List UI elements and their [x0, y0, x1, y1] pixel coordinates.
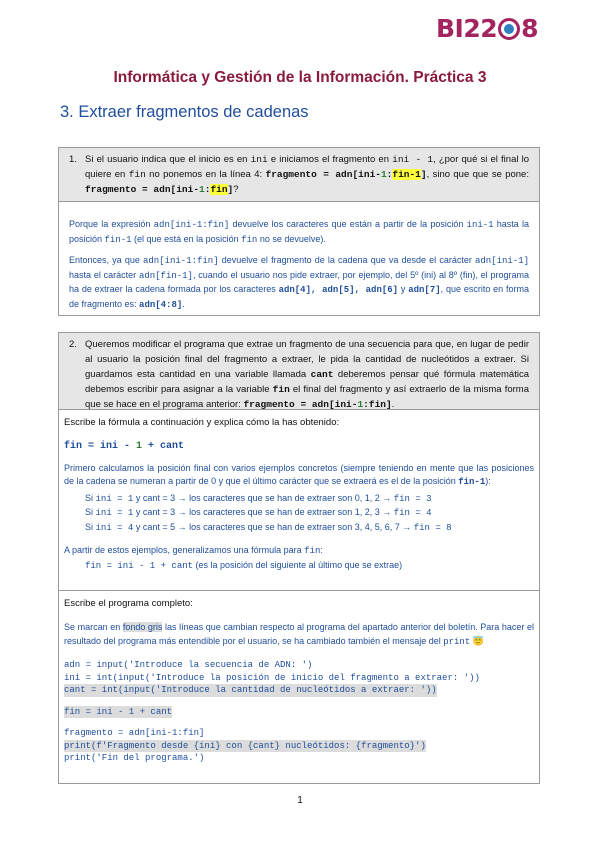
example-line: Si ini = 1 y cant = 3 → los caracteres que se han de extraer son 1, 2, 3 → fin = 4	[85, 507, 432, 518]
bi2208-logo	[436, 14, 538, 43]
question-number: 2.	[69, 339, 77, 350]
code-line: print('Fin del programa.')	[64, 753, 205, 763]
question-1-box	[58, 147, 540, 202]
formula-explanation: Primero calculamos la posición final con varios ejemplos concretos (siempre teniendo en mente que las posiciones de la cadena se numeran a partir de 0 y que el último carácter que se extraerá es el de la posición fin-1): Si ini = 1 y cant = 3 → los caracteres que se han de extraer son 0, 1, 2 → fin = 3 Si ini = 1 y cant = 3 → los caracteres que se han de extraer son 1, 2, 3 → fin = 4 Si ini = 4 y cant = 5 → los caracteres que se han de extraer son 3, 4, 5, 6, 7 → fin = 8 A partir de estos ejemplos, generalizamos una fórmula para fin: fin = ini - 1 + cant (es la posición del siguiente al último que se extrae)	[64, 462, 534, 574]
question-number: 1.	[69, 154, 77, 165]
logo-circle-icon	[498, 18, 520, 40]
code-line-changed: fin = ini - 1 + cant	[64, 706, 173, 717]
code-line: ini = int(input('Introduce la posición de inicio del fragmento a extraer: '))	[64, 672, 480, 683]
code-line: fragmento = adn[ini-1:fin]	[64, 728, 205, 738]
code-block	[64, 659, 534, 765]
example-line: Si ini = 1 y cant = 3 → los caracteres que se han de extraer son 0, 1, 2 → fin = 3	[85, 492, 432, 504]
document-title: Informática y Gestión de la Información. Práctica 3	[113, 69, 487, 86]
question-1-text: 1. Si el usuario indica que el inicio es en ini e iniciamos el fragmento en ini - 1, ¿por qué si el final lo quiere en fin no ponemos en la línea 4: fragmento = adn[ini-1:fin-1], sino que que se pone: fragmento = adn[ini-1:fin]?	[69, 154, 529, 195]
formula-box	[58, 409, 540, 591]
code-line-changed: cant = int(input('Introduce la cantidad de nucleótidos a extraer: '))	[64, 685, 437, 695]
logo-text-end: 8	[521, 14, 539, 43]
program-note: Se marcan en fondo gris las líneas que cambian respecto al programa del apartado anterior del boletín. Para hacer el resultado del programa más entendible por el usuario, se ha cambiado también el mensaje del print 😇	[64, 622, 535, 647]
angel-emoji-icon: 😇	[472, 635, 484, 646]
section-heading: 3. Extraer fragmentos de cadenas	[60, 103, 309, 121]
example-line: Si ini = 4 y cant = 5 → los caracteres que se han de extraer son 3, 4, 5, 6, 7 → fin = 8	[85, 521, 452, 533]
code-line-changed: print(f'Fragmento desde {ini} con {cant} nucleótidos: {fragmento}')	[64, 740, 426, 751]
question-2-text: 2. Queremos modificar el programa que extrae un fragmento de una secuencia para que, en lugar de pedir al usuario la posición final del fragmento a extraer, le pida la cantidad de nucleótidos a extraer. Si guardamos esta cantidad en una variable llamada cant deberemos pensar qué fórmula matemática debemos escribir para asignar a la variable fin el final del fragmento y así extraerlo de la misma forma que se hace en el programa anterior: fragmento = adn[ini-1:fin].	[69, 339, 529, 410]
page-number: 1	[297, 795, 303, 806]
code-line: adn = input('Introduce la secuencia de ADN: ')	[64, 660, 313, 670]
formula-prompt: Escribe la fórmula a continuación y explica cómo la has obtenido:	[64, 417, 340, 428]
answer-1-text: Porque la expresión adn[ini-1:fin] devuelve los caracteres que están a partir de la posición ini-1 hasta la posición fin-1 (el que está en la posición fin no se devuelve). Entonces, ya que adn[ini-1:fin] devuelve el fragmento de la cadena que va desde el carácter adn[ini-1] hasta el carácter adn[fin-1], cuando el usuario nos pide extraer, por ejemplo, del 5º (ini) al 8º (fin), el programa ha de extraer la cadena formada por los caracteres adn[4], adn[5], adn[6] y adn[7], que escrito en forma de fragmento es: adn[4:8].	[69, 219, 529, 310]
general-formula: fin = ini - 1 + cant (es la posición del siguiente al último que se extrae)	[85, 559, 403, 571]
formula-code: fin = ini - 1 + cant	[64, 441, 185, 452]
question-2-box	[58, 332, 540, 410]
program-box	[58, 590, 540, 784]
logo-text-start: BI22	[436, 14, 498, 43]
program-prompt: Escribe el programa completo:	[64, 598, 193, 609]
answer-1-box	[58, 201, 540, 316]
